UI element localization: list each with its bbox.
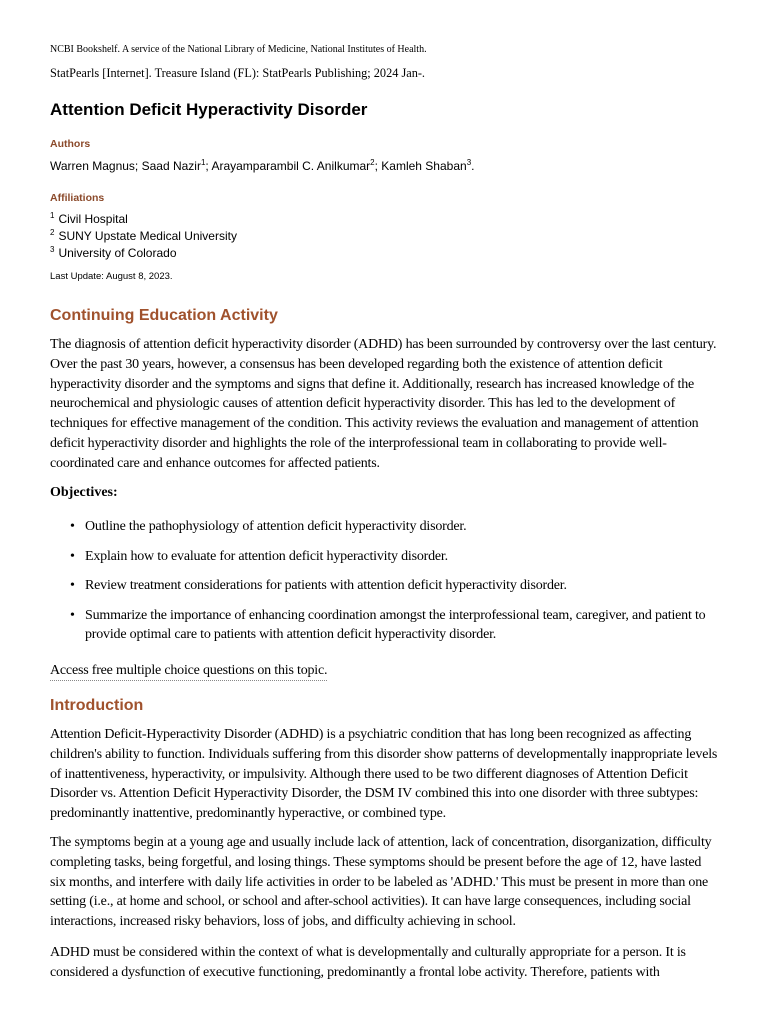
objective-text: Explain how to evaluate for attention deficit hyperactivity disorder. (85, 548, 448, 564)
affiliation-number: 1 (50, 211, 55, 220)
objective-text: Summarize the importance of enhancing coordination amongst the interprofessional team, caregiver, and patient to provide optimal care to patients with attention deficit hyperactivity disorder. (85, 607, 706, 642)
intro-paragraph: Attention Deficit-Hyperactivity Disorder (ADHD) is a psychiatric condition that has long been recognized as affecting children's ability to function. Individuals suffering from this disorder show patterns of developmentally inappropriate levels of inattentiveness, hyperactivity, or impulsivity. Although there used to be two different diagnoses of Attention Deficit Disorder vs. Attention Deficit Hyperactivity Disorder, the DSM IV combined this into one disorder with three subtypes: predominantly inattentive, predominantly hyperactive, or combined type. (50, 727, 718, 822)
author-separator: ; (205, 159, 212, 173)
bullet-icon: • (70, 548, 75, 564)
objectives-label: Objectives: (50, 485, 118, 500)
affiliations-label: Affiliations (50, 192, 105, 204)
last-update: Last Update: August 8, 2023. (50, 271, 173, 282)
author-name: Kamleh Shaban (381, 159, 467, 173)
objectives-list (50, 517, 718, 655)
objective-item (50, 517, 718, 537)
affiliation-number: 3 (50, 245, 55, 254)
bullet-icon: • (70, 607, 75, 623)
author-affiliation-ref: 2 (370, 158, 375, 167)
affiliation-name: University of Colorado (58, 246, 177, 260)
affiliation-number: 2 (50, 228, 55, 237)
affiliation-item (50, 211, 237, 228)
author-name: Arayamparambil C. Anilkumar (211, 159, 371, 173)
objective-item (50, 606, 718, 645)
affiliations-list (50, 211, 237, 262)
author-name: Warren Magnus (50, 159, 135, 173)
author-separator: ; (134, 159, 142, 173)
author-affiliation-ref: 3 (466, 158, 472, 167)
mcq-access-link[interactable]: Access free multiple choice questions on this topic. (50, 661, 327, 681)
ce-paragraph: The diagnosis of attention deficit hyperactivity disorder (ADHD) has been surrounded by controversy over the last century. Over the past 30 years, however, a consensus has been developed regarding both the existence of attention deficit hyperactivity disorder and the symptoms and signs that define it. Additionally, research has increased knowledge of the neurochemical and physiologic causes of attention deficit hyperactivity disorder. This has led to the development of techniques for effective management of the condition. This activity reviews the evaluation and management of attention deficit hyperactivity disorder and highlights the role of the interprofessional team in collaborating to provide well-coordinated care and enhance outcomes for affected patients. (50, 337, 717, 471)
section-heading-introduction: Introduction (50, 697, 144, 714)
page-title: Attention Deficit Hyperactivity Disorder (50, 100, 368, 119)
intro-paragraph: The symptoms begin at a young age and usually include lack of attention, lack of concentration, disorganization, difficulty completing tasks, being forgetful, and losing things. These symptoms should be present before the age of 12, have lasted six months, and interfere with daily life activities in order to be labeled as 'ADHD.' This must be present in more than one setting (i.e., at home and school, or school and after-school activities). It can have large consequences, including social interactions, increased risky behaviors, loss of jobs, and difficulty achieving in school. (50, 835, 712, 930)
affiliation-name: Civil Hospital (58, 212, 128, 226)
authors-list (50, 158, 474, 174)
source-citation: StatPearls [Internet]. Treasure Island (FL): StatPearls Publishing; 2024 Jan-. (50, 66, 426, 80)
bullet-icon: • (70, 578, 75, 593)
bullet-icon: • (70, 519, 75, 534)
objective-item (50, 576, 718, 596)
affiliation-item (50, 228, 237, 245)
author-separator: . (471, 159, 475, 173)
objective-text: Review treatment considerations for patients with attention deficit hyperactivity disorder. (85, 578, 567, 593)
author-affiliation-ref: 1 (200, 158, 206, 167)
affiliation-name: SUNY Upstate Medical University (58, 229, 237, 243)
objective-text: Outline the pathophysiology of attention deficit hyperactivity disorder. (85, 519, 467, 534)
bookshelf-header: NCBI Bookshelf. A service of the National Library of Medicine, National Institutes of Health. (50, 44, 427, 55)
objective-item (50, 547, 718, 567)
authors-label: Authors (50, 138, 91, 150)
intro-paragraph: ADHD must be considered within the context of what is developmentally and culturally appropriate for a person. It is considered a dysfunction of executive functioning, predominantly a frontal lobe activity. Therefore, patients with (50, 945, 686, 980)
section-heading-continuing-education: Continuing Education Activity (50, 307, 278, 324)
author-name: Saad Nazir (141, 159, 201, 173)
affiliation-item (50, 245, 237, 262)
author-separator: ; (374, 159, 382, 173)
